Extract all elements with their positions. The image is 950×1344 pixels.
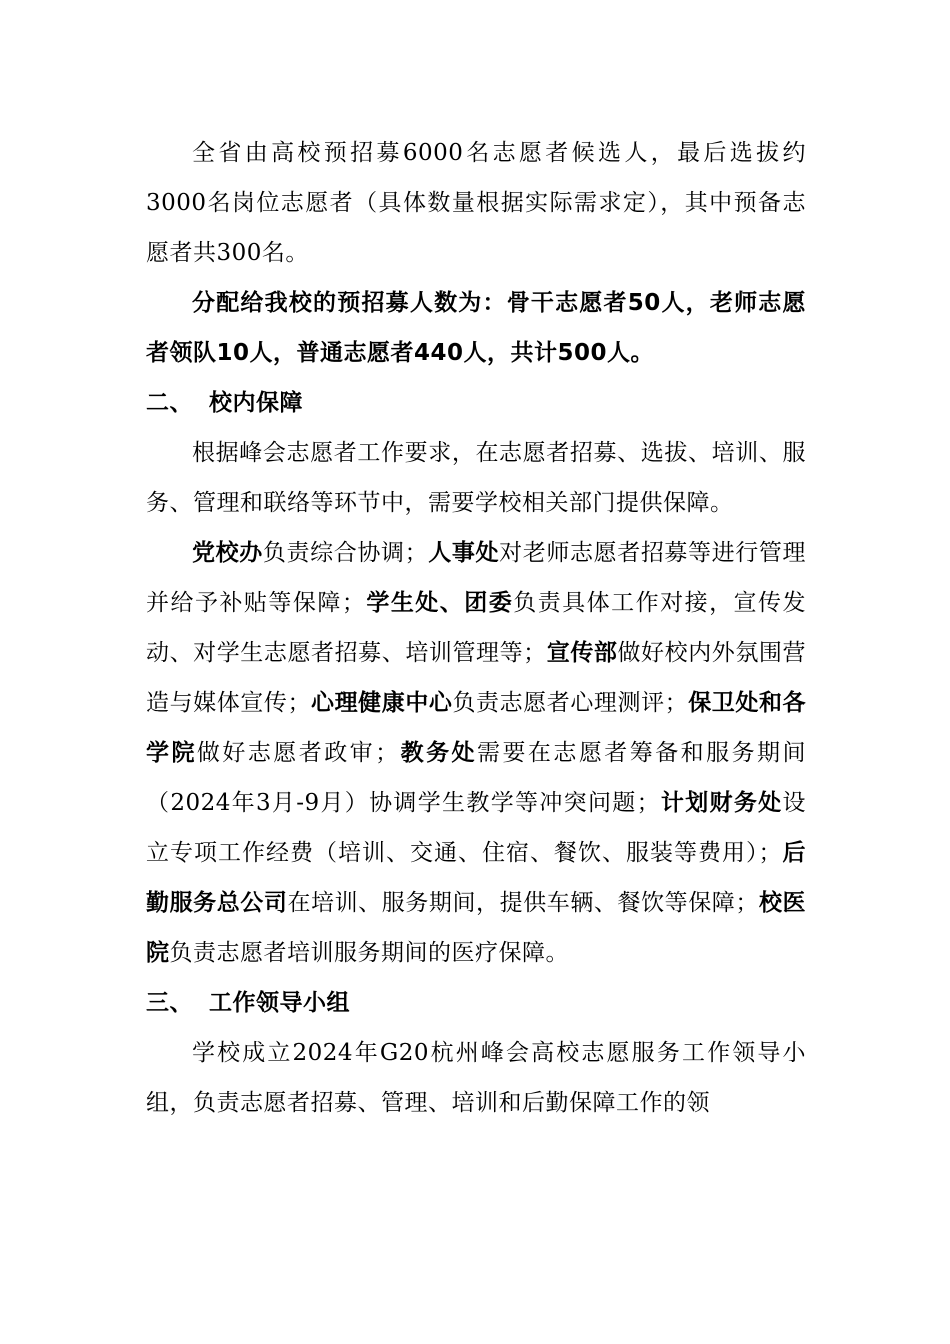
document-body <box>146 128 806 1128</box>
paragraph-department-duties <box>146 528 806 978</box>
department-duty: 做好校内外氛围营造与媒体宣传； <box>146 640 807 716</box>
section-heading-leadership-group <box>146 978 806 1028</box>
department-name: 计划财务处 <box>660 790 783 816</box>
department-duty: 做好志愿者政审； <box>196 740 399 766</box>
department-name: 党校办 <box>192 540 263 566</box>
section-heading-campus-support <box>146 378 806 428</box>
section-title: 校内保障 <box>209 390 303 416</box>
section-number: 三、 <box>146 990 193 1016</box>
department-duty: 负责志愿者心理测评； <box>452 690 689 716</box>
department-name: 学生处、团委 <box>365 590 514 616</box>
department-duty: 需要在志愿者筹备和服务期间（2024年3月-9月）协调学生教学等冲突问题； <box>146 740 807 816</box>
department-name: 后勤服务总公司 <box>146 840 806 916</box>
department-name: 人事处 <box>428 540 500 566</box>
paragraph-recruitment-total: 全省由高校预招募6000名志愿者候选人，最后选拔约3000名岗位志愿者（具体数量根据实际需求定），其中预备志愿者共300名。 <box>146 140 806 266</box>
section-number: 二、 <box>146 390 193 416</box>
department-duty: 对老师志愿者招募等进行管理并给予补贴等保障； <box>146 540 807 616</box>
department-duty: 在培训、服务期间，提供车辆、餐饮等保障； <box>287 890 759 916</box>
department-duty: 负责综合协调； <box>262 540 429 566</box>
department-name: 校医院 <box>146 890 807 966</box>
paragraph-school-quota: 分配给我校的预招募人数为：骨干志愿者50人，老师志愿者领队10人，普通志愿者440人，共计500人。 <box>146 290 806 366</box>
department-duty: 设立专项工作经费（培训、交通、住宿、餐饮、服装等费用）； <box>146 790 806 866</box>
section-title: 工作领导小组 <box>209 990 350 1016</box>
department-name: 宣传部 <box>546 640 618 666</box>
department-name: 教务处 <box>398 740 477 766</box>
department-name: 保卫处和各学院 <box>146 690 807 766</box>
department-duty: 负责具体工作对接，宣传发动、对学生志愿者招募、培训管理等； <box>146 590 807 666</box>
paragraph-support-intro: 根据峰会志愿者工作要求，在志愿者招募、选拔、培训、服务、管理和联络等环节中，需要学校相关部门提供保障。 <box>146 440 806 516</box>
department-duty: 负责志愿者培训服务期间的医疗保障。 <box>169 940 569 966</box>
department-name: 心理健康中心 <box>310 690 453 716</box>
paragraph-leadership-group: 学校成立2024年G20杭州峰会高校志愿服务工作领导小组，负责志愿者招募、管理、培训和后勤保障工作的领 <box>146 1040 806 1116</box>
